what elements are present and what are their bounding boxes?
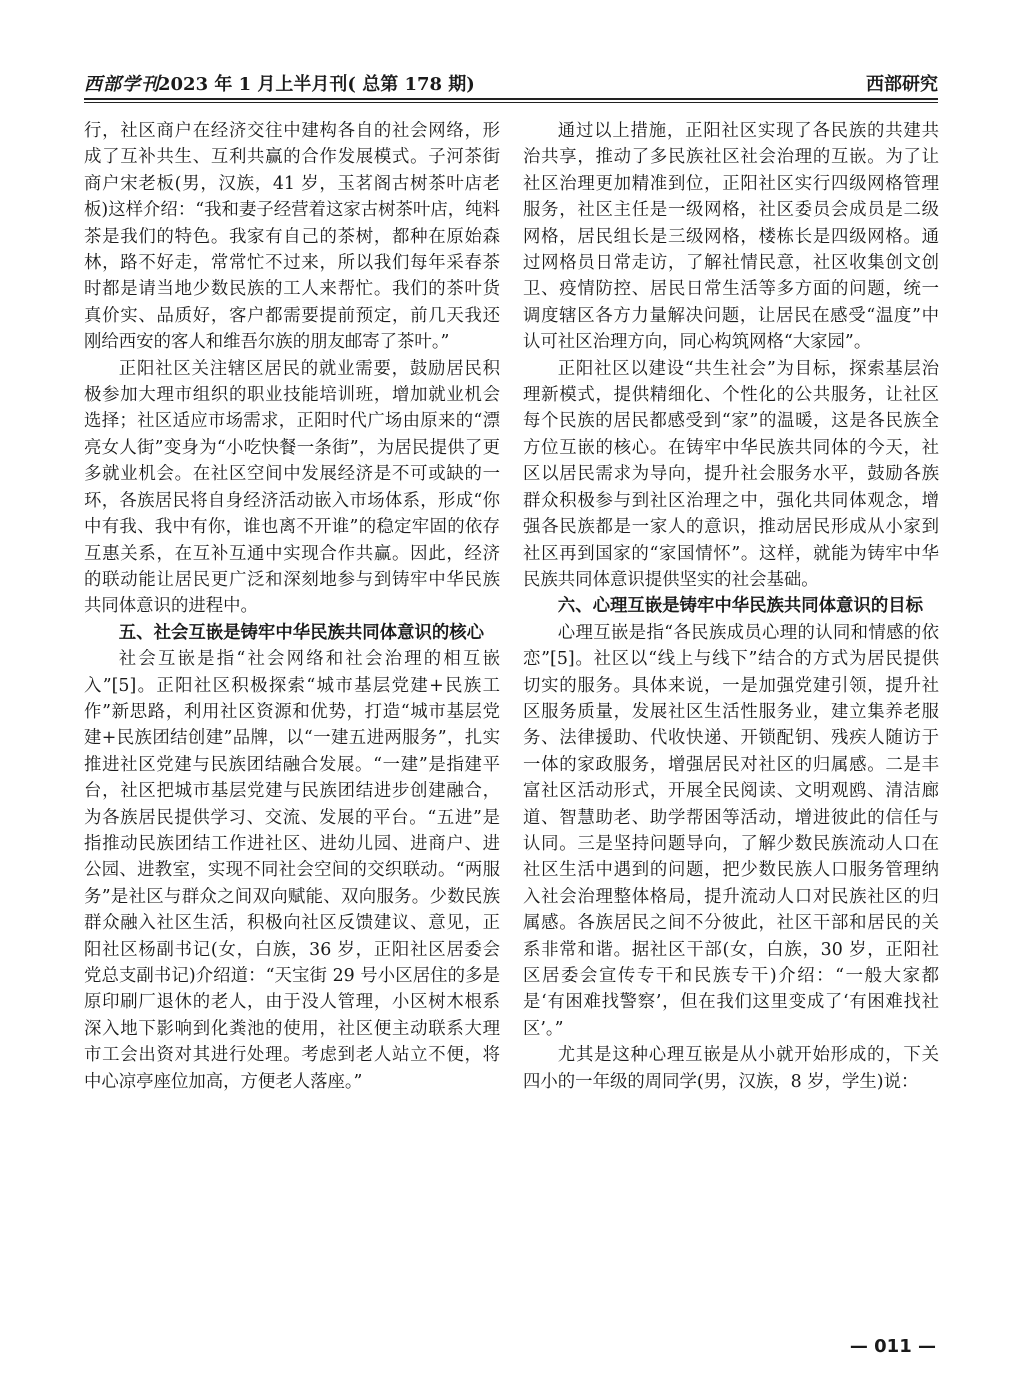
section-heading: 五、社会互嵌是铸牢中华民族共同体意识的核心 [118, 622, 485, 643]
header-rule-thin [84, 102, 938, 103]
paragraph: 正阳社区关注辖区居民的就业需要，鼓励居民积极参加大理市组织的职业技能培训班，增加就业机会选择；社区适应市场需求，正阳时代广场由原来的“漂亮女人街”变身为“小吃快餐一条街”，为居民提供了更多就业机会。在社区空间中发展经济是不可或缺的一环，各族居民将自身经济活动嵌入市场体系，形成“你中有我、我中有你，谁也离不开谁”的稳定牢固的依存互惠关系，在互补互通中实现合作共赢。因此，经济的联动能让居民更广泛和深刻地参与到铸牢中华民族共同体意识的进程中。 [84, 358, 500, 617]
page-header [84, 70, 938, 96]
section-title: 西部研究 [866, 74, 938, 95]
section-heading: 六、心理互嵌是铸牢中华民族共同体意识的目标 [557, 596, 924, 617]
header-rule [84, 98, 938, 100]
paragraph: 社会互嵌是指“社会网络和社会治理的相互嵌入”[5]。正阳社区积极探索“城市基层党建+民族工作”新思路，利用社区资源和优势，打造“城市基层党建+民族团结创建”品牌，以“一建五进两服务”，扎实推进社区党建与民族团结融合发展。“一建”是指建平台，社区把城市基层党建与民族团结进步创建融合，为各族居民提供学习、交流、发展的平台。“五进”是指推动民族团结工作进社区、进幼儿园、进商户、进公园、进教室，实现不同社会空间的交织联动。“两服务”是社区与群众之间双向赋能、双向服务。少数民族群众融入社区生活，积极向社区反馈建议、意见，正阳社区杨副书记(女，白族，36 岁，正阳社区居委会党总支副书记)介绍道：“天宝街 29 号小区居住的多是原印刷厂退休的老人，由于没人管理，小区树木根系深入地下影响到化粪池的使用，社区便主动联系大理市工会出资对其进行处理。考虑到老人站立不便，将中心凉亭座位加高，方便老人落座。” [84, 649, 500, 1092]
journal-logo: 西部学刊 [84, 74, 160, 95]
right-column [523, 118, 939, 1095]
page-number: — 011 — [849, 1336, 936, 1357]
paragraph: 尤其是这种心理互嵌是从小就开始形成的，下关四小的一年级的周同学(男，汉族，8 岁，学生)说： [523, 1045, 939, 1092]
paragraph: 心理互嵌是指“各民族成员心理的认同和情感的依恋”[5]。社区以“线上与线下”结合的方式为居民提供切实的服务。具体来说，一是加强党建引领，提升社区服务质量，发展社区生活性服务业，建立集养老服务、法律援助、代收快递、开锁配钥、残疾人随访于一体的家政服务，增强居民对社区的归属感。二是丰富社区活动形式，开展全民阅读、文明观鸥、清洁廊道、智慧助老、助学帮困等活动，增进彼此的信任与认同。三是坚持问题导向，了解少数民族流动人口在社区生活中遇到的问题，把少数民族人口服务管理纳入社会治理整体格局，提升流动人口对民族社区的归属感。各族居民之间不分彼此，社区干部和居民的关系非常和谐。据社区干部(女，白族，30 岁，正阳社区居委会宣传专干和民族专干)介绍：“一般大家都是‘有困难找警察’，但在我们这里变成了‘有困难找社区’。” [523, 622, 939, 1039]
paragraph: 行，社区商户在经济交往中建构各自的社会网络，形成了互补共生、互利共赢的合作发展模式。子河茶街商户宋老板(男，汉族，41 岁，玉茗阁古树茶叶店老板)这样介绍：“我和妻子经营着这家古树茶叶店，纯料茶是我们的特色。我家有自己的茶树，都种在原始森林，路不好走，常常忙不过来，所以我们每年采春茶时都是请当地少数民族的工人来帮忙。我们的茶叶货真价实、品质好，客户都需要提前预定，前几天我还刚给西安的客人和维吾尔族的朋友邮寄了茶叶。” [84, 121, 500, 353]
issue-info: 2023 年 1 月上半月刊( 总第 178 期) [158, 74, 475, 95]
left-column [84, 118, 500, 1095]
paragraph: 通过以上措施，正阳社区实现了各民族的共建共治共享，推动了多民族社区社会治理的互嵌。为了让社区治理更加精准到位，正阳社区实行四级网格管理服务，社区主任是一级网格，社区委员会成员是二级网格，居民组长是三级网格，楼栋长是四级网格。通过网格员日常走访，了解社情民意，社区收集创文创卫、疫情防控、居民日常生活等多方面的问题，统一调度辖区各方力量解决问题，让居民在感受“温度”中认可社区治理方向，同心构筑网格“大家园”。 [523, 121, 939, 353]
paragraph: 正阳社区以建设“共生社会”为目标，探索基层治理新模式，提供精细化、个性化的公共服务，让社区每个民族的居民都感受到“家”的温暖，这是各民族全方位互嵌的核心。在铸牢中华民族共同体的今天，社区以居民需求为导向，提升社会服务水平，鼓励各族群众积极参与到社区治理之中，强化共同体观念，增强各民族都是一家人的意识，推动居民形成从小家到社区再到国家的“家国情怀”。这样，就能为铸牢中华民族共同体意识提供坚实的社会基础。 [523, 358, 939, 590]
